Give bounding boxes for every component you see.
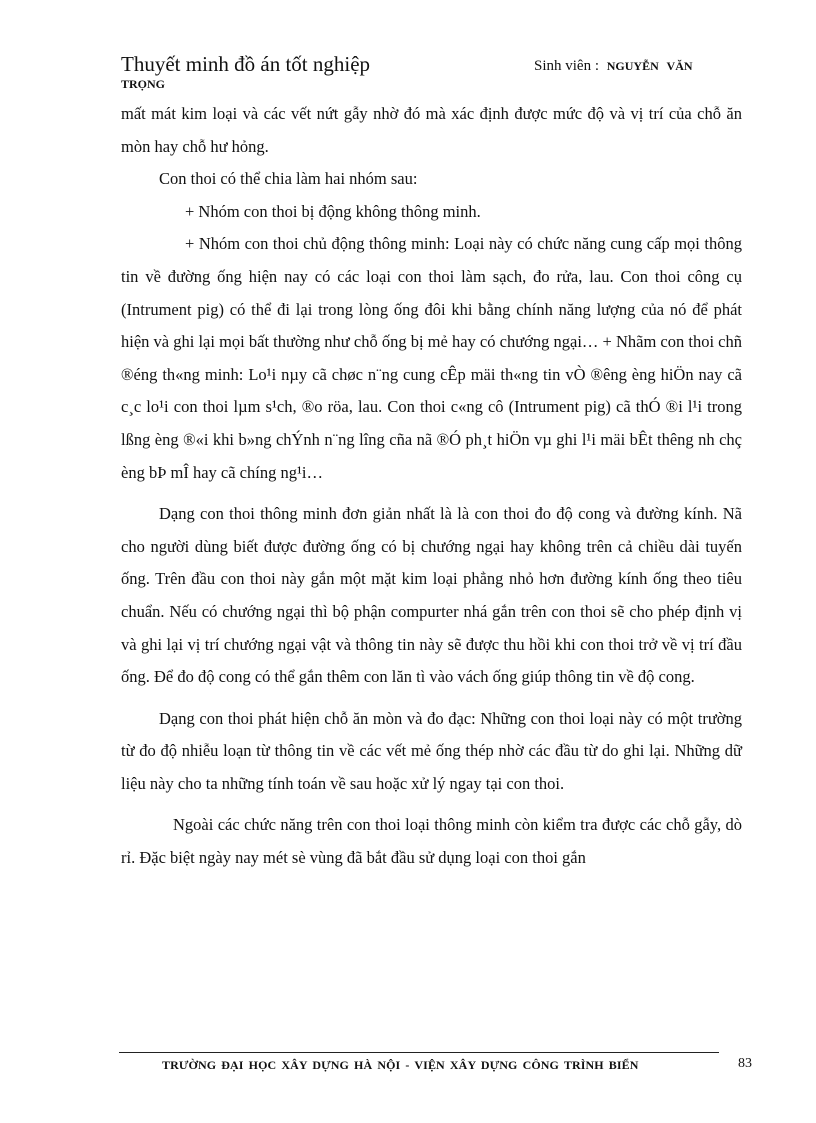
- footer-text: TRƯỜNG ĐẠI HỌC XÂY DỰNG HÀ NỘI - VIỆN XÂY DỰNG CÔNG TRÌNH BIỂN: [162, 1058, 639, 1072]
- student-name: NGUYỄN VĂN: [606, 59, 693, 73]
- footer-rule: [119, 1052, 719, 1053]
- student-info: [534, 58, 693, 75]
- student-label: Sinh viên :: [534, 58, 600, 74]
- paragraph: Ngoài các chức năng trên con thoi loại thông minh còn kiểm tra được các chỗ gẫy, dò rỉ. Đặc biệt ngày nay mét sè vùng đã bắt đầu sử dụng loại con thoi gắn: [121, 815, 742, 868]
- body-text: [121, 98, 742, 875]
- bullet-item: + Nhóm con thoi chủ động thông minh: Loại này có chức năng cung cấp mọi thông tin về đường ống hiện nay có các loại con thoi làm sạch, đo rửa, lau. Con thoi công cụ (Intrument pig) có thể đi lại trong lòng ống đôi khi bằng chính năng lượng của nó để phát hiện và ghi lại mọi bất thường như chỗ ống bị mẻ hay có chướng ngại… + Nhãm con thoi chñ ®éng th«ng minh: Lo¹i nµy cã chøc n¨ng cung cÊp mäi th«ng tin vÒ ®êng èng hiÖn nay cã c¸c lo¹i con thoi lµm s¹ch, ®o röa, lau. Con thoi c«ng cô (Intrument pig) cã thÓ ®i l¹i trong lßng èng ®«i khi b»ng chÝnh n¨ng lîng cña nã ®Ó ph¸t hiÖn vµ ghi l¹i mäi bÊt thêng nh chç èng bÞ mÎ hay cã chíng ng¹i…: [121, 234, 742, 482]
- document-title: Thuyết minh đồ án tốt nghiệp: [121, 52, 371, 76]
- paragraph: Con thoi có thể chia làm hai nhóm sau:: [159, 169, 418, 189]
- bullet-item: + Nhóm con thoi bị động không thông minh.: [185, 201, 481, 221]
- page-number: 83: [738, 1056, 752, 1071]
- paragraph: mất mát kim loại và các vết nứt gẫy nhờ đó mà xác định được mức độ và vị trí của chỗ ăn mòn hay chỗ hư hỏng.: [121, 104, 742, 156]
- student-name-continuation: TRỌNG: [121, 77, 166, 91]
- paragraph: Dạng con thoi phát hiện chỗ ăn mòn và đo đạc: Những con thoi loại này có một trường từ đo độ nhiễu loạn từ thông tin về các vết mẻ ống thép nhờ các đầu từ do ghi lại. Những dữ liệu này cho ta những tính toán về sau hoặc xử lý ngay tại con thoi.: [121, 708, 742, 793]
- paragraph: Dạng con thoi thông minh đơn giản nhất là là con thoi đo độ cong và đường kính. Nã cho người dùng biết được đường ống có bị chướng ngại hay không trên cả chiều dài tuyến ống. Trên đầu con thoi này gắn một mặt kim loại phẳng nhỏ hơn đường kính ống theo tiêu chuẩn. Nếu có chướng ngại thì bộ phận compurter nhá gắn trên con thoi sẽ cho phép định vị và ghi lại vị trí chướng ngại vật và thông tin này sẽ được thu hồi khi con thoi trở về vị trí đầu ống. Để đo độ cong có thể gắn thêm con lăn tì vào vách ống giúp thông tin về độ cong.: [121, 504, 742, 687]
